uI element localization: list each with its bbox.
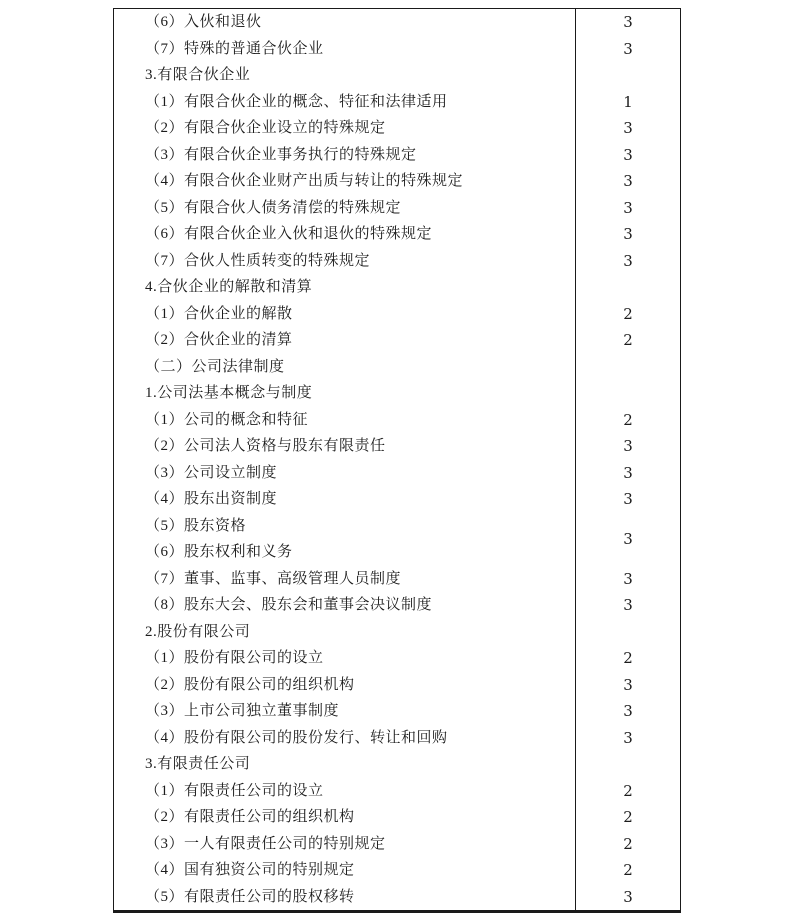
topic-cell: （2）股份有限公司的组织机构 [114,672,576,699]
topic-cell: （1）合伙企业的解散 [114,301,576,328]
level-cell: 2 [623,331,633,350]
level-cell: 3 [623,119,633,138]
topic-cell: （7）董事、监事、高级管理人员制度 [114,566,576,593]
level-cell [576,380,681,407]
table-row [114,884,681,912]
topic-cell: （3）公司设立制度 [114,460,576,487]
topic-cell: （4）股东出资制度 [114,486,576,513]
level-cell: 3 [623,530,633,548]
level-cell: 3 [623,437,633,456]
level-cell: 2 [623,808,633,827]
topic-cell: （3）上市公司独立董事制度 [114,698,576,725]
level-cell: 2 [623,781,633,800]
level-cell: 3 [623,39,633,58]
topic-cell: （2）有限合伙企业设立的特殊规定 [114,115,576,142]
topic-cell: （1）有限合伙企业的概念、特征和法律适用 [114,89,576,116]
table-row [114,645,681,672]
level-cell: 2 [623,861,633,880]
table-row [114,89,681,116]
topic-cell: （5）有限责任公司的股权移转 [114,884,576,912]
level-cell: 3 [623,490,633,509]
level-cell [576,274,681,301]
topic-cell: 1.公司法基本概念与制度 [114,380,576,407]
table-row [114,9,681,36]
topic-cell: （4）国有独资公司的特别规定 [114,857,576,884]
topic-cell: （2）公司法人资格与股东有限责任 [114,433,576,460]
table-row [114,327,681,354]
level-cell: 3 [623,198,633,217]
level-cell: 2 [623,649,633,668]
table-row [114,857,681,884]
level-cell: 1 [623,92,633,111]
table-row [114,751,681,778]
topic-cell: （7）合伙人性质转变的特殊规定 [114,248,576,275]
topic-cell: （5）有限合伙人债务清偿的特殊规定 [114,195,576,222]
level-cell: 3 [623,675,633,694]
table-row [114,486,681,513]
topic-cell: （3）有限合伙企业事务执行的特殊规定 [114,142,576,169]
topic-cell: （5）股东资格 [114,513,576,540]
topic-cell: 3.有限责任公司 [114,751,576,778]
syllabus-table [113,8,681,913]
level-cell [576,619,681,646]
table-row [114,380,681,407]
topic-cell: （8）股东大会、股东会和董事会决议制度 [114,592,576,619]
table-row [114,142,681,169]
table-row [114,221,681,248]
table-row [114,248,681,275]
topic-cell: （2）合伙企业的清算 [114,327,576,354]
table-row [114,354,681,381]
topic-cell: （7）特殊的普通合伙企业 [114,36,576,63]
table-row [114,274,681,301]
table-row [114,566,681,593]
table-row [114,778,681,805]
table-row [114,407,681,434]
level-cell [576,354,681,381]
topic-cell: （1）股份有限公司的设立 [114,645,576,672]
topic-cell: （2）有限责任公司的组织机构 [114,804,576,831]
topic-cell: （6）入伙和退伙 [114,9,576,36]
topic-cell: （1）有限责任公司的设立 [114,778,576,805]
table-row [114,619,681,646]
table-row [114,672,681,699]
table-row [114,804,681,831]
level-cell: 3 [623,13,633,32]
syllabus-table-body [114,9,681,912]
table-row [114,513,681,540]
level-cell: 3 [623,596,633,615]
level-cell: 2 [623,834,633,853]
level-cell: 3 [623,145,633,164]
topic-cell: （二）公司法律制度 [114,354,576,381]
topic-cell: （4）股份有限公司的股份发行、转让和回购 [114,725,576,752]
topic-cell: （4）有限合伙企业财产出质与转让的特殊规定 [114,168,576,195]
level-cell: 3 [623,251,633,270]
level-cell [576,62,681,89]
topic-cell: （6）有限合伙企业入伙和退伙的特殊规定 [114,221,576,248]
level-cell: 3 [623,463,633,482]
level-cell: 3 [623,887,633,906]
table-row [114,301,681,328]
level-cell: 3 [623,702,633,721]
table-row [114,62,681,89]
level-cell: 3 [623,172,633,191]
topic-cell: 4.合伙企业的解散和清算 [114,274,576,301]
level-cell [576,751,681,778]
table-row [114,195,681,222]
level-cell: 2 [623,410,633,429]
table-row [114,460,681,487]
table-row [114,725,681,752]
table-row [114,831,681,858]
table-row [114,592,681,619]
topic-cell: 3.有限合伙企业 [114,62,576,89]
topic-cell: （1）公司的概念和特征 [114,407,576,434]
level-cell: 2 [623,304,633,323]
level-cell: 3 [623,569,633,588]
level-cell: 3 [623,728,633,747]
topic-cell: （6）股东权利和义务 [114,539,576,566]
table-row [114,698,681,725]
table-row [114,115,681,142]
level-cell: 3 [623,225,633,244]
table-row [114,168,681,195]
topic-cell: 2.股份有限公司 [114,619,576,646]
table-row [114,433,681,460]
topic-cell: （3）一人有限责任公司的特别规定 [114,831,576,858]
table-row [114,36,681,63]
